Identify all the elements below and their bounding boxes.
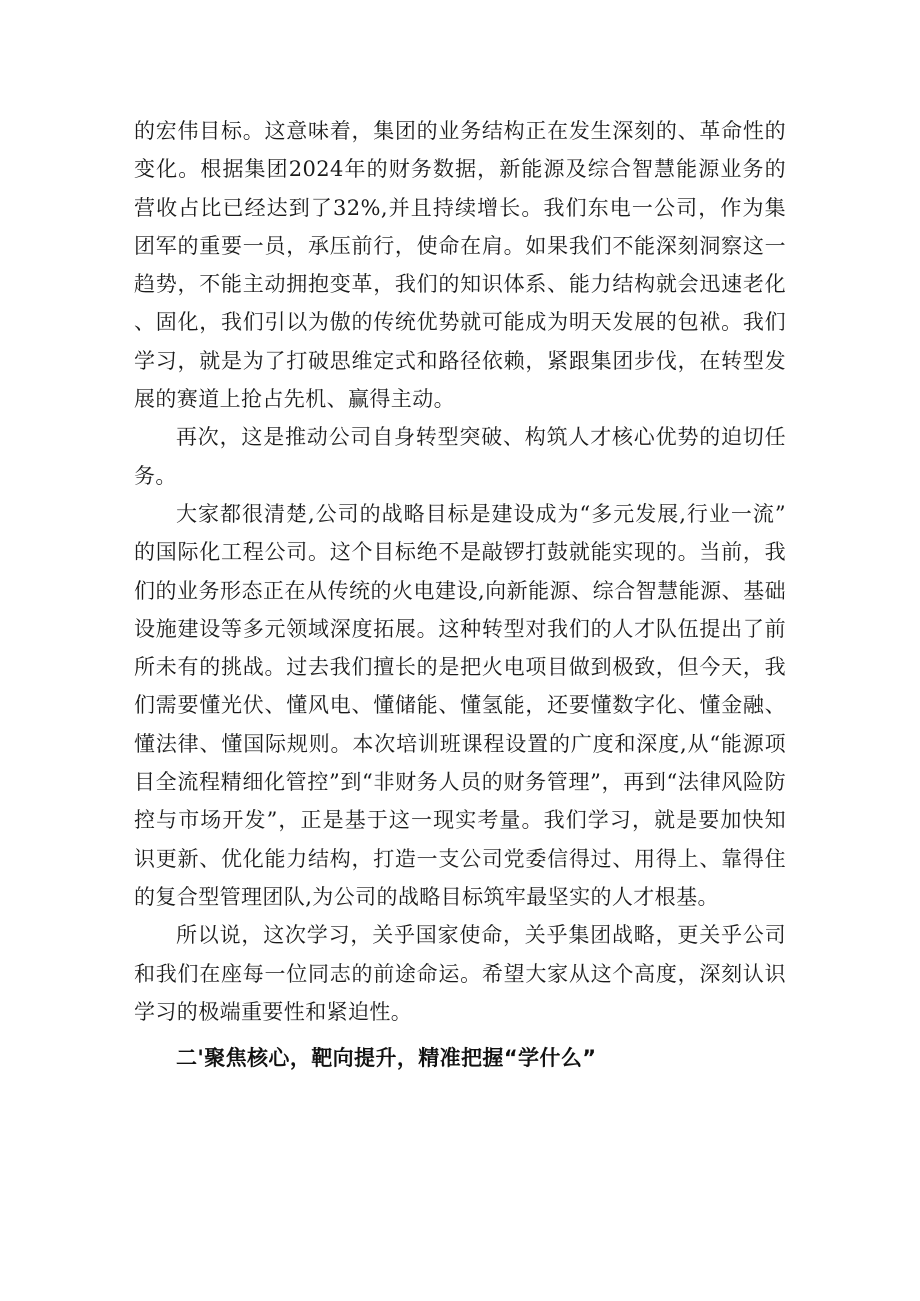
- paragraph-urgent-task: 再次，这是推动公司自身转型突破、构筑人才核心优势的迫切任务。: [134, 425, 786, 488]
- paragraph-company-goal: 大家都很清楚,公司的战略目标是建设成为“多元发展,行业一流”的国际化工程公司。这个目标绝不是敲锣打鼓就能实现的。当前，我们的业务形态正在从传统的火电建设,向新能源、综合智慧能源、基础设施建设等多元领域深度拓展。这种转型对我们的人才队伍提出了前所未有的挑战。过去我们擅长的是把火电项目做到极致，但今天，我们需要懂光伏、懂风电、懂储能、懂氢能，还要懂数字化、懂金融、懂法律、懂国际规则。本次培训班课程设置的广度和深度,从“能源项目全流程精细化管控”到“非财务人员的财务管理”，再到“法律风险防控与市场开发”，正是基于这一现实考量。我们学习，就是要加快知识更新、优化能力结构，打造一支公司党委信得过、用得上、靠得住的复合型管理团队,为公司的战略目标筑牢最坚实的人才根基。: [134, 501, 786, 909]
- paragraph-strategic-change: 的宏伟目标。这意味着，集团的业务结构正在发生深刻的、革命性的变化。根据集团2024年的财务数据，新能源及综合智慧能源业务的营收占比已经达到了32%,并且持续增长。我们东电一公司，作为集团军的重要一员，承压前行，使命在肩。如果我们不能深刻洞察这一趋势，不能主动拥抱变革，我们的知识体系、能力结构就会迅速老化、固化，我们引以为傲的传统优势就可能成为明天发展的包袱。我们学习，就是为了打破思维定式和路径依赖，紧跟集团步伐，在转型发展的赛道上抢占先机、赢得主动。: [134, 119, 786, 412]
- paragraph-conclusion: 所以说，这次学习，关乎国家使命，关乎集团战略，更关乎公司和我们在座每一位同志的前途命运。希望大家从这个高度，深刻认识学习的极端重要性和紧迫性。: [134, 923, 786, 1024]
- section-heading: 二'聚焦核心，靶向提升，精准把握“学什么”: [176, 1046, 597, 1071]
- document-body: [134, 112, 786, 1077]
